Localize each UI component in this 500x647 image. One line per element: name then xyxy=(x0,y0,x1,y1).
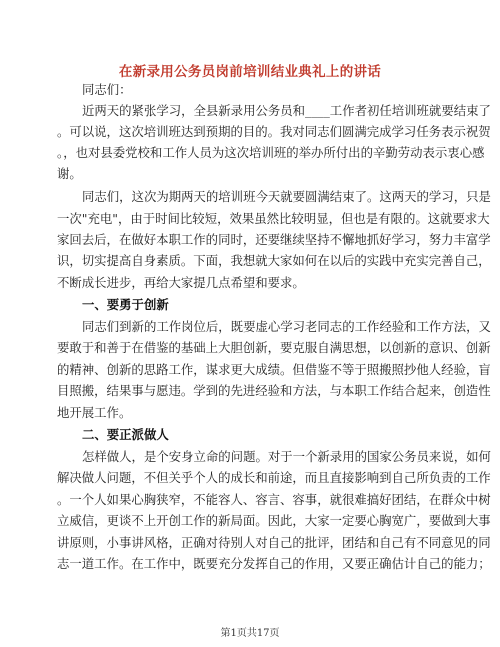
paragraph-line: 家回去后，在做好本职工作的同时，还要继续坚持不懈地抓好学习，努力丰富学 xyxy=(57,232,491,247)
paragraph-line: 。可以说，这次培训班达到预期的目的。我对同志们圆满完成学习任务表示祝贺 xyxy=(57,124,491,139)
paragraph-line: 解决做人问题，不但关乎个人的成长和前途，而且直接影响到自己所负责的工作 xyxy=(57,470,491,485)
paragraph-line: 立威信，更谈不上开创工作的新局面。因此，大家一定要心胸宽广，要做到大事 xyxy=(57,513,491,528)
paragraph-line: 地开展工作。 xyxy=(57,405,132,420)
paragraph-line: 目照搬，结果事与愿违。学到的先进经验和方法，与本职工作结合起来，创造性 xyxy=(57,383,491,398)
paragraph-line: 同志们，这次为期两天的培训班今天就要圆满结束了。这两天的学习，只是 xyxy=(82,189,491,204)
greeting: 同志们： xyxy=(82,82,132,97)
paragraph-line: 要敢于和善于在借鉴的基础上大胆创新，要克服自满思想，以创新的意识、创新 xyxy=(57,340,491,355)
document-title: 在新录用公务员岗前培训结业典礼上的讲话 xyxy=(118,64,382,80)
paragraph-line: 识，切实提高自身素质。下面，我想就大家如何在以后的实践中充实完善自己， xyxy=(57,253,491,268)
page-number: 第1页共17页 xyxy=(220,628,280,639)
paragraph-line: 怎样做人，是个安身立命的问题。对于一个新录用的国家公务员来说，如何 xyxy=(82,449,491,464)
paragraph-line: 一次"充电"，由于时间比较短，效果虽然比较明显，但也是有限的。这就要求大 xyxy=(57,211,490,226)
paragraph-line: 志一道工作。在工作中，既要充分发挥自己的作用，又要正确估计自己的能力； xyxy=(57,556,491,571)
paragraph-line: 。，也对县委党校和工作人员为这次培训班的举办所付出的辛勤劳动表示衷心感 xyxy=(57,145,485,160)
section-heading-integrity: 二、要正派做人 xyxy=(82,427,169,442)
paragraph-line: 谢。 xyxy=(57,166,82,181)
paragraph-line: 的精神、创新的思路工作，谋求更大成绩。但借鉴不等于照搬照抄他人经验，盲 xyxy=(57,362,491,377)
section-heading-innovate: 一、要勇于创新 xyxy=(82,297,169,312)
paragraph-line: 近两天的紧张学习，全县新录用公务员和____工作者初任培训班就要结束了 xyxy=(82,103,491,118)
paragraph-line: 。一个人如果心胸狭窄，不能容人、容言、容事，就很难搞好团结，在群众中树 xyxy=(57,492,491,507)
paragraph-line: 不断成长进步，再给大家提几点希望和要求。 xyxy=(57,275,305,290)
paragraph-line: 讲原则，小事讲风格，正确对待别人对自己的批评，团结和自己有不同意见的同 xyxy=(57,535,491,550)
paragraph-line: 同志们到新的工作岗位后，既要虚心学习老同志的工作经验和工作方法，又 xyxy=(82,319,491,334)
